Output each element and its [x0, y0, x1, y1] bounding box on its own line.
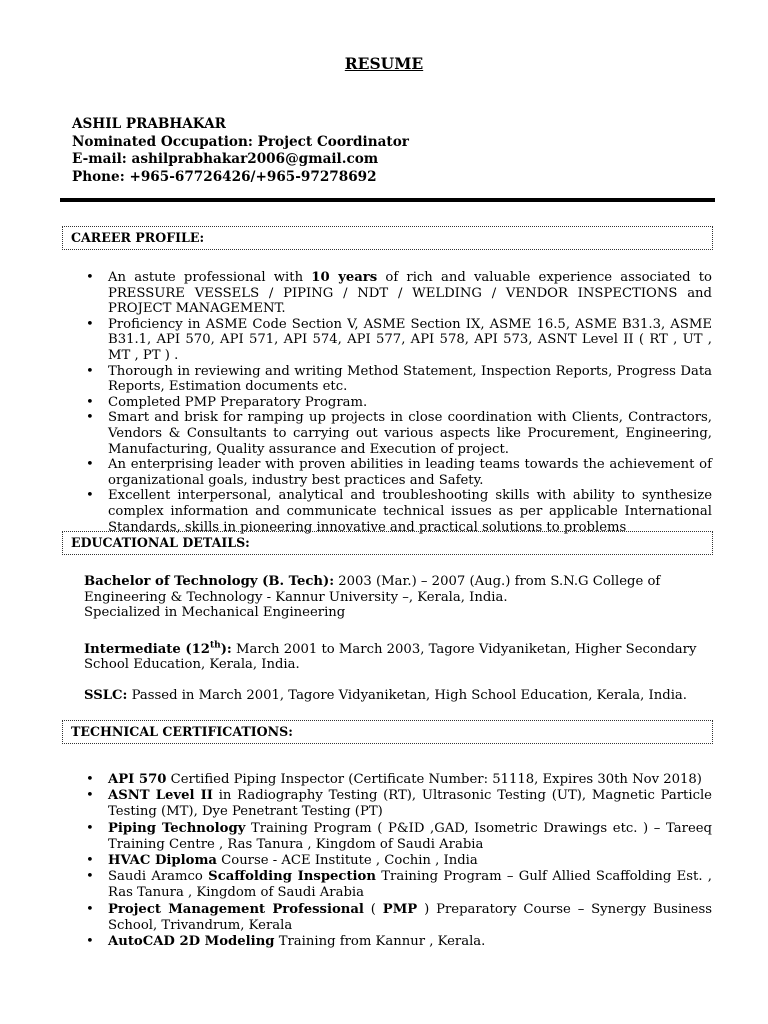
btech-entry	[84, 574, 712, 605]
career-item	[86, 457, 712, 488]
certification-name: HVAC Diploma	[108, 853, 217, 869]
career-item-text: Smart and brisk for ramping up projects in close coordination with Clients, Contractors, Vendors & Consultants to carrying out various aspects like Procurement, Engineering, Manufacturing, Quality assurance and Execution of project.	[108, 410, 712, 457]
career-item	[86, 395, 712, 411]
certification-name: API 570	[108, 772, 167, 787]
career-item	[86, 317, 712, 364]
certification-text: Course - ACE Institute , Cochin , India	[216, 853, 478, 869]
certification-item	[86, 853, 712, 869]
career-item-text: An enterprising leader with proven abilities in leading teams towards the achievement of organizational goals, industry best practices and Safety.	[108, 457, 712, 488]
certification-name: ASNT Level II	[108, 788, 213, 804]
certification-item	[86, 869, 712, 901]
certification-item	[86, 788, 712, 820]
certification-name: AutoCAD 2D Modeling	[108, 934, 275, 950]
certification-text: in Radiography Testing (RT), Ultrasonic Testing (UT), Magnetic Particle Testing (MT), Dye Penetrant Testing (PT)	[108, 788, 712, 820]
education-heading: EDUCATIONAL DETAILS:	[62, 531, 713, 555]
certifications-heading: TECHNICAL CERTIFICATIONS:	[62, 720, 713, 744]
header-divider	[60, 198, 715, 202]
phone-line: Phone: +965-67726426/+965-97278692	[72, 168, 377, 185]
contact-header	[72, 116, 409, 186]
career-item-text: An astute professional with	[108, 270, 312, 285]
certification-item	[86, 821, 712, 853]
sslc-details: Passed in March 2001, Tagore Vidyaniketan, High School Education, Kerala, India.	[127, 687, 687, 703]
sslc-label: SSLC:	[84, 687, 128, 703]
certification-name: Scaffolding Inspection	[208, 869, 376, 885]
career-item-text-cont: of rich and valuable experience associated to PRESSURE VESSELS / PIPING / NDT / WELDING / VENDOR INSPECTIONS and PROJECT MANAGEMENT.	[108, 270, 713, 317]
occupation-line: Nominated Occupation: Project Coordinator	[72, 133, 409, 150]
certification-text: Training Program – Gulf Allied Scaffolding Est. , Ras Tanura , Kingdom of Saudi Arabia	[108, 869, 712, 901]
btech-details: 2003 (Mar.) – 2007 (Aug.) from S.N.G College of Engineering & Technology - Kannur University –, Kerala, India.	[84, 574, 661, 605]
certification-item	[86, 902, 712, 934]
career-item-text: Proficiency in ASME Code Section V, ASME Section IX, ASME 16.5, ASME B31.3, ASME B31.1, API 570, API 571, API 574, API 577, API 578, API 573, ASNT Level II ( RT , UT , MT , PT ) .	[108, 316, 712, 363]
intermediate-entry	[84, 642, 712, 673]
career-item	[86, 410, 712, 457]
career-item-text: Completed PMP Preparatory Program.	[108, 394, 368, 410]
intermediate-label: Intermediate (12	[84, 641, 210, 657]
certification-name: Project Management Professional	[108, 901, 364, 917]
sslc-entry	[84, 688, 712, 704]
intermediate-details: March 2001 to March 2003, Tagore Vidyaniketan, Higher Secondary School Education, Kerala, India.	[84, 641, 697, 673]
career-item	[86, 364, 712, 395]
certification-name: PMP	[382, 901, 418, 917]
certification-text: Saudi Aramco	[108, 869, 209, 885]
education-block	[84, 574, 712, 704]
career-item-text: Thorough in reviewing and writing Method Statement, Inspection Reports, Progress Data Reports, Estimation documents etc.	[108, 363, 712, 395]
intermediate-label-end: ):	[220, 641, 232, 657]
certification-text: Certified Piping Inspector (Certificate Number: 51118, Expires 30th Nov 2018)	[166, 772, 702, 787]
certification-text: (	[363, 901, 383, 917]
certification-text: ) Preparatory Course – Synergy Business School, Trivandrum, Kerala	[108, 901, 712, 933]
career-profile-list	[86, 270, 712, 535]
email-line: E-mail: ashilprabhakar2006@gmail.com	[72, 151, 379, 167]
certification-name: Piping Technology	[108, 820, 246, 836]
career-item	[86, 270, 712, 317]
career-item-text: Excellent interpersonal, analytical and troubleshooting skills with ability to synthesize complex information and communicate technical issues as per applicable International Standards, skills in pioneering innovative and practical solutions to problems	[108, 488, 712, 535]
intermediate-degree	[84, 642, 232, 657]
certification-item	[86, 934, 712, 950]
candidate-name: ASHIL PRABHAKAR	[72, 116, 226, 132]
certification-item	[86, 772, 712, 788]
certifications-list	[86, 772, 712, 950]
document-title: RESUME	[344, 54, 424, 73]
certification-text: Training from Kannur , Kerala.	[274, 934, 486, 950]
btech-specialization: Specialized in Mechanical Engineering	[84, 605, 346, 621]
certification-text: Training Program ( P&ID ,GAD, Isometric Drawings etc. ) – Tareeq Training Centre , Ras Tanura , Kingdom of Saudi Arabia	[108, 820, 712, 852]
career-item	[86, 488, 712, 535]
intermediate-sup: th	[209, 640, 221, 651]
career-item-emphasis: 10 years	[311, 270, 378, 285]
btech-degree: Bachelor of Technology (B. Tech):	[84, 574, 335, 589]
career-profile-heading: CAREER PROFILE:	[62, 226, 713, 250]
